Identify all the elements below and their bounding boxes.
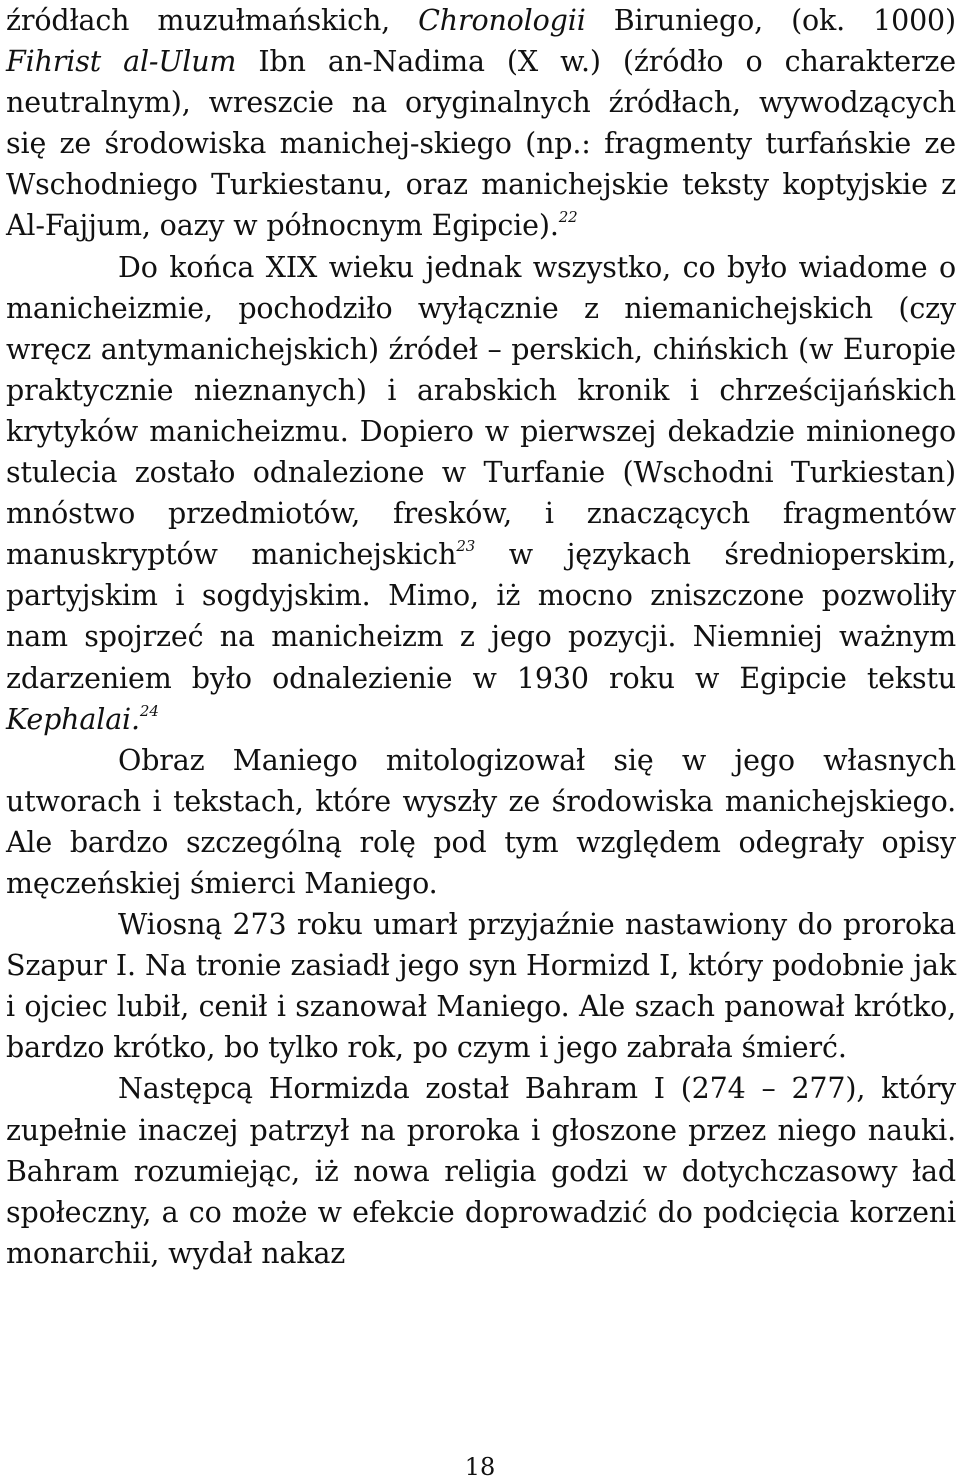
footnote-ref: 22 bbox=[558, 208, 578, 227]
paragraph-text: Obraz Maniego mitologizował się w jego własnych utworach i tekstach, które wyszły ze środowiska manichejskiego. Ale bardzo szczególną rolę pod tym względem odegrały opisy męczeńskiej śmierci Maniego. bbox=[6, 743, 956, 900]
paragraph-text: Biruniego, (ok. 1000) bbox=[585, 4, 956, 37]
page-number: 18 bbox=[464, 1453, 496, 1481]
document-body bbox=[6, 0, 956, 1274]
paragraph bbox=[6, 904, 956, 1068]
footnote-ref: 23 bbox=[456, 537, 476, 556]
paragraph bbox=[6, 247, 956, 740]
paragraph-text: w językach średnioperskim, partyjskim i sogdyjskim. Mimo, iż mocno zniszczone pozwoliły nam spojrzeć na manicheizm z jego pozycji. Niemniej ważnym zdarzeniem było odnalezienie w 1930 roku w Egipcie tekstu bbox=[6, 538, 956, 695]
italic-title: Kephalai. bbox=[6, 702, 140, 736]
paragraph bbox=[6, 1068, 956, 1273]
paragraph-text: Ibn an-Nadima (X w.) (źródło o charakterze neutralnym), wreszcie na oryginalnych źródłach, wywodzących się ze środowiska manichej-skiego (np.: fragmenty turfańskie ze Wschodniego Turkiestanu, oraz manichejskie teksty koptyjskie z Al-Fajjum, oazy w północnym Egipcie). bbox=[6, 45, 956, 243]
paragraph-text: źródłach muzułmańskich, bbox=[6, 4, 419, 37]
paragraph bbox=[6, 0, 956, 247]
italic-title: Chronologii bbox=[418, 4, 586, 37]
paragraph-text: Następcą Hormizda został Bahram I (274 – 277), który zupełnie inaczej patrzył na proroka i głoszone przez niego nauki. Bahram rozumiejąc, iż nowa religia godzi w dotychczasowy ład społeczny, a co może w efekcie doprowadzić do podcięcia korzeni monarchii, wydał nakaz bbox=[6, 1072, 956, 1270]
paragraph-text: Do końca XIX wieku jednak wszystko, co było wiadome o manicheizmie, pochodziło wyłącznie z niemanichejskich (czy wręcz antymanichejskich) źródeł – perskich, chińskich (w Europie praktycznie nieznanych) i arabskich kronik i chrześcijańskich krytyków manicheizmu. Dopiero w pierwszej dekadzie minionego stulecia zostało odnalezione w Turfanie (Wschodni Turkiestan) mnóstwo przedmiotów, fresków, i znaczących fragmentów manuskryptów manichejskich bbox=[6, 250, 956, 572]
footnote-ref: 24 bbox=[139, 701, 159, 720]
paragraph bbox=[6, 740, 956, 904]
paragraph-text: Wiosną 273 roku umarł przyjaźnie nastawiony do proroka Szapur I. Na tronie zasiadł jego syn Hormizd I, który podobnie jak i ojciec lubił, cenił i szanował Maniego. Ale szach panował krótko, bardzo krótko, bo tylko rok, po czym i jego zabrała śmierć. bbox=[6, 908, 956, 1065]
italic-title: Fihrist al-Ulum bbox=[6, 45, 237, 79]
